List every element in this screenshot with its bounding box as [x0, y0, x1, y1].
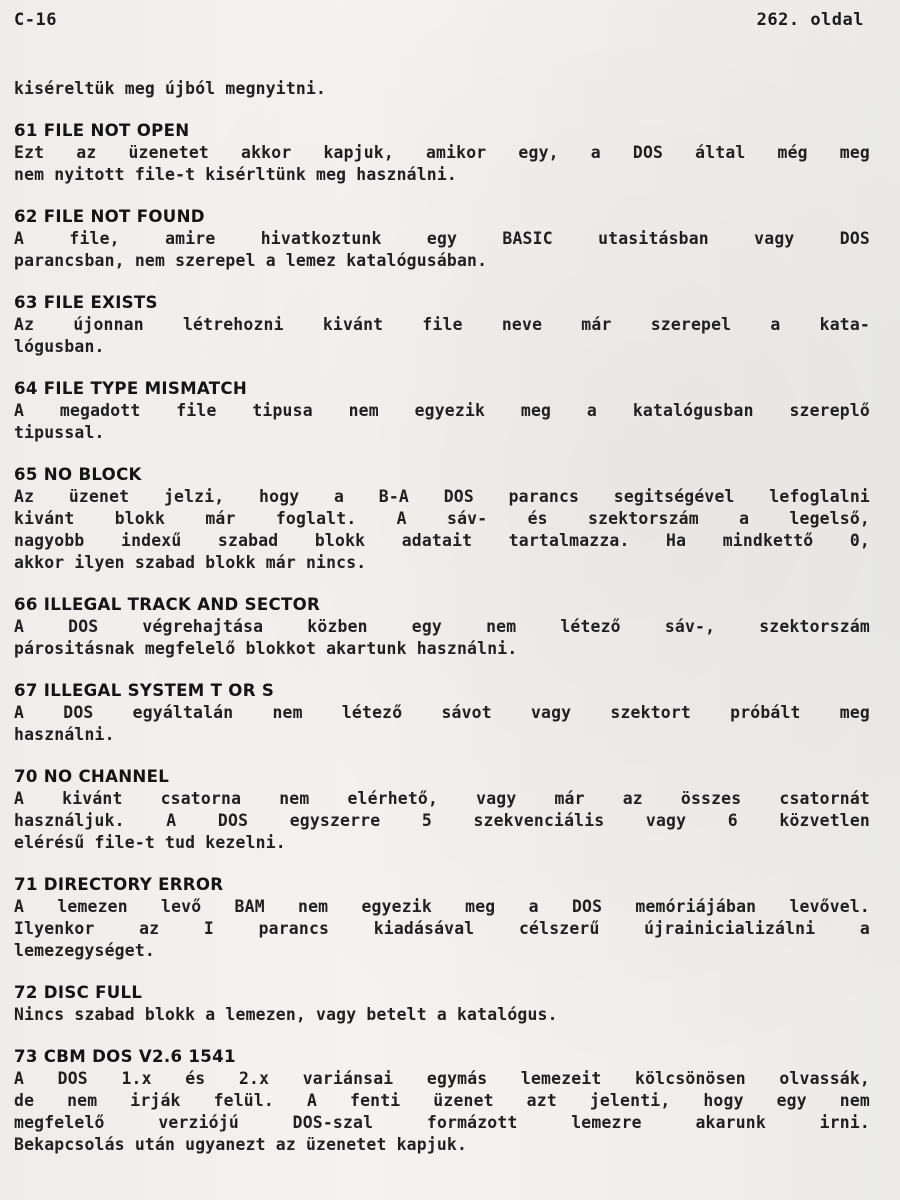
error-entry-text-line: A DOS egyáltalán nem létező sávot vagy szektort próbált meg — [14, 703, 870, 722]
spacer — [14, 660, 870, 680]
error-entry-text-line: A megadott file tipusa nem egyezik meg a katalógusban szereplő — [14, 401, 870, 420]
spacer — [14, 272, 870, 292]
error-entry-title: 71 DIRECTORY ERROR — [14, 875, 224, 894]
section-label: C-16 — [14, 10, 57, 30]
error-entry-text-line: Bekapcsolás után ugyanezt az üzenetet kapjuk. — [14, 1135, 468, 1154]
error-entry-list — [14, 120, 870, 1156]
error-entry — [14, 982, 870, 1046]
error-entry-text-line: Az újonnan létrehozni kivánt file neve már szerepel a kata- — [14, 315, 870, 334]
document-body — [14, 78, 870, 1156]
error-entry-text-line: A kivánt csatorna nem elérhető, vagy már az összes csatornát — [14, 789, 870, 808]
error-entry-text-line: párositásnak megfelelő blokkot akartunk használni. — [14, 639, 518, 658]
spacer — [14, 100, 870, 120]
error-entry-title: 61 FILE NOT OPEN — [14, 121, 190, 140]
error-entry — [14, 594, 870, 680]
error-entry — [14, 378, 870, 464]
error-entry-text-line: megfelelő verziójú DOS-szal formázott lemezre akarunk irni. — [14, 1113, 870, 1132]
error-entry-text-line: kivánt blokk már foglalt. A sáv- és szektorszám a legelső, — [14, 509, 870, 528]
spacer — [14, 962, 870, 982]
error-entry — [14, 292, 870, 378]
error-entry-text-line: A lemezen levő BAM nem egyezik meg a DOS memóriájában levővel. — [14, 897, 870, 916]
error-entry-title: 64 FILE TYPE MISMATCH — [14, 379, 248, 398]
error-entry-title: 72 DISC FULL — [14, 983, 143, 1002]
error-entry-text-line: nem nyitott file-t kisérltünk meg használni. — [14, 165, 457, 184]
error-entry — [14, 120, 870, 206]
page-number: 262. oldal — [756, 10, 864, 30]
error-entry-text-line: Az üzenet jelzi, hogy a B-A DOS parancs segitségével lefoglalni — [14, 487, 870, 506]
error-entry-title: 62 FILE NOT FOUND — [14, 207, 205, 226]
error-entry-text-line: lemezegységet. — [14, 941, 155, 960]
spacer — [14, 1026, 870, 1046]
error-entry-title: 67 ILLEGAL SYSTEM T OR S — [14, 681, 275, 700]
error-entry-text-line: akkor ilyen szabad blokk már nincs. — [14, 553, 367, 572]
error-entry-text-line: Ilyenkor az I parancs kiadásával célszerű újrainicializálni a — [14, 919, 870, 938]
error-entry-text-line: használni. — [14, 725, 115, 744]
error-entry — [14, 680, 870, 766]
error-entry-title: 66 ILLEGAL TRACK AND SECTOR — [14, 595, 321, 614]
error-entry-text-line: lógusban. — [14, 337, 105, 356]
spacer — [14, 358, 870, 378]
spacer — [14, 854, 870, 874]
error-entry-title: 63 FILE EXISTS — [14, 293, 158, 312]
intro-line: kiséreltük meg újból megnyitni. — [14, 79, 327, 98]
error-entry-text-line: tipussal. — [14, 423, 105, 442]
error-entry-text-line: elérésű file-t tud kezelni. — [14, 833, 286, 852]
error-entry — [14, 1046, 870, 1156]
error-entry — [14, 766, 870, 874]
spacer — [14, 186, 870, 206]
error-entry-title: 73 CBM DOS V2.6 1541 — [14, 1047, 236, 1066]
error-entry-text-line: használjuk. A DOS egyszerre 5 szekvenciális vagy 6 közvetlen — [14, 811, 870, 830]
error-entry-text-line: de nem irják felül. A fenti üzenet azt jelenti, hogy egy nem — [14, 1091, 870, 1110]
error-entry-text-line: A DOS 1.x és 2.x variánsai egymás lemezeit kölcsönösen olvassák, — [14, 1069, 870, 1088]
error-entry — [14, 874, 870, 982]
error-entry-text-line: parancsban, nem szerepel a lemez katalógusában. — [14, 251, 488, 270]
error-entry-text-line: Nincs szabad blokk a lemezen, vagy betelt a katalógus. — [14, 1005, 558, 1024]
error-entry — [14, 206, 870, 292]
spacer — [14, 574, 870, 594]
error-entry-title: 70 NO CHANNEL — [14, 767, 170, 786]
error-entry-text-line: A file, amire hivatkoztunk egy BASIC utasitásban vagy DOS — [14, 229, 870, 248]
spacer — [14, 746, 870, 766]
error-entry-text-line: Ezt az üzenetet akkor kapjuk, amikor egy, a DOS által még meg — [14, 143, 870, 162]
error-entry — [14, 464, 870, 594]
error-entry-title: 65 NO BLOCK — [14, 465, 142, 484]
error-entry-text-line: A DOS végrehajtása közben egy nem létező sáv-, szektorszám — [14, 617, 870, 636]
spacer — [14, 444, 870, 464]
error-entry-text-line: nagyobb indexű szabad blokk adatait tartalmazza. Ha mindkettő 0, — [14, 531, 870, 550]
